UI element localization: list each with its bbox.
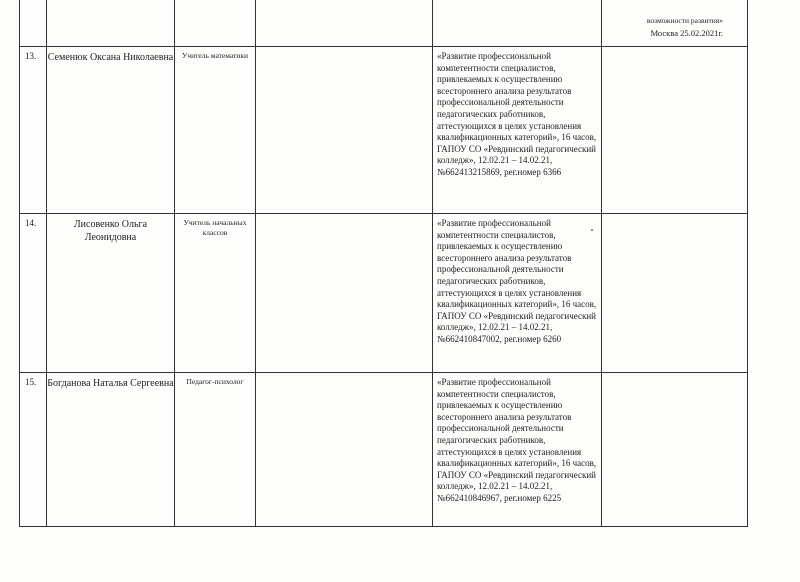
- course-description: «Развитие профессиональной компетентности специалистов, привлекаемых к осуществлению всестороннего анализа результатов профессиональной деятельности педагогических работников, аттестующихся в целях установления квалификационных категорий», 16 часов, ГАПОУ СО «Ревдинский педагогический колледж», 12.02.21 – 14.02.21, №662410846967, рег.номер 6225: [433, 373, 602, 527]
- row-number: 13.: [20, 47, 47, 214]
- cell-name: [47, 0, 175, 47]
- cell-certificate: [602, 0, 748, 47]
- employee-name: Семенюк Оксана Николаевна: [47, 47, 175, 214]
- certificate-text-line: возможности развития»: [646, 16, 723, 25]
- cell-position: [175, 0, 256, 47]
- scan-speck: [591, 229, 593, 231]
- cell-certificate: [602, 214, 748, 373]
- row-number: 14.: [20, 214, 47, 373]
- employee-position: Педагог-психолог: [175, 373, 256, 527]
- cell-empty: [256, 0, 433, 47]
- cell-empty: [256, 47, 433, 214]
- cell-empty: [256, 373, 433, 527]
- course-description: «Развитие профессиональной компетентности специалистов, привлекаемых к осуществлению всестороннего анализа результатов профессиональной деятельности педагогических работников, аттестующихся в целях установления квалификационных категорий», 16 часов, ГАПОУ СО «Ревдинский педагогический колледж», 12.02.21 – 14.02.21, №662410847002, рег.номер 6260: [433, 214, 602, 373]
- table-row: [20, 47, 748, 214]
- cell-certificate: [602, 47, 748, 214]
- employee-position: Учитель начальных классов: [175, 214, 256, 373]
- cell-certificate: [602, 373, 748, 527]
- employee-name: Богданова Наталья Сергеевна: [47, 373, 175, 527]
- table-row: [20, 0, 748, 47]
- cell-empty: [256, 214, 433, 373]
- certificate-place-date: Москва 25.02.2021г.: [650, 27, 723, 38]
- table-row: [20, 214, 748, 373]
- cell-course: [433, 0, 602, 47]
- course-description: «Развитие профессиональной компетентности специалистов, привлекаемых к осуществлению всестороннего анализа результатов профессиональной деятельности педагогических работников, аттестующихся в целях установления квалификационных категорий», 16 часов, ГАПОУ СО «Ревдинский педагогический колледж», 12.02.21 – 14.02.21, №662413215869, рег.номер 6366: [433, 47, 602, 214]
- employee-position: Учитель математики: [175, 47, 256, 214]
- employee-name: Лисовенко Ольга Леонидовна: [47, 214, 175, 373]
- staff-training-table: [19, 0, 748, 527]
- table-row: [20, 373, 748, 527]
- row-number: 15.: [20, 373, 47, 527]
- cell-num: [20, 0, 47, 47]
